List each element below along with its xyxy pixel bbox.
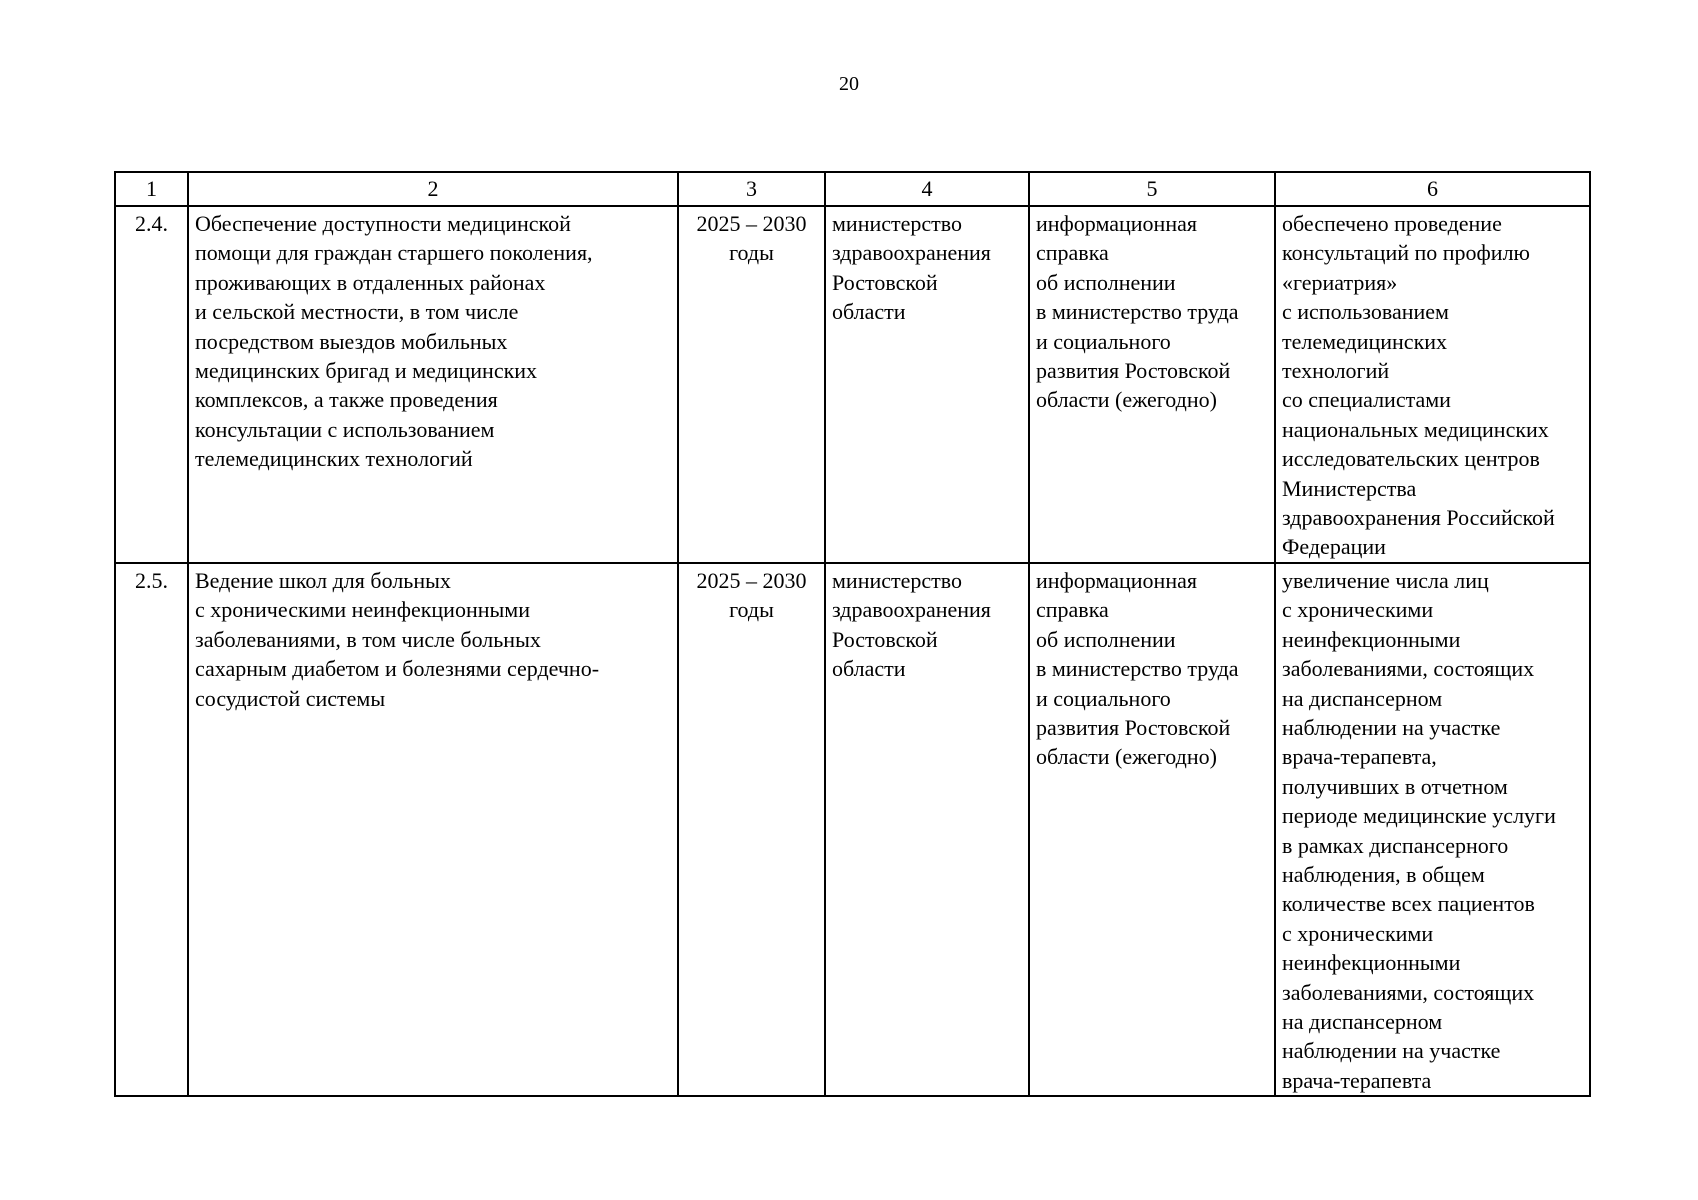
measure-line: и сельской местности, в том числе	[195, 299, 519, 325]
result-line: Министерства	[1282, 475, 1417, 501]
result-line: обеспечено проведение	[1282, 211, 1502, 236]
result-line: «гериатрия»	[1282, 269, 1398, 295]
result-cell	[1275, 563, 1590, 1096]
result-line: врача-терапевта,	[1282, 744, 1437, 770]
result-line: консультаций по профилю	[1282, 240, 1530, 266]
period-cell	[678, 206, 825, 563]
report-line: справка	[1036, 597, 1109, 623]
report-cell	[1029, 563, 1275, 1096]
executor-line: области	[832, 299, 906, 325]
result-line: наблюдения, в общем	[1282, 861, 1485, 887]
result-line: врача-терапевта	[1282, 1067, 1432, 1093]
column-header: 6	[1275, 172, 1590, 206]
report-line: об исполнении	[1036, 269, 1176, 295]
measure-line: с хроническими неинфекционными	[195, 597, 530, 623]
column-header: 3	[678, 172, 825, 206]
result-line: наблюдении на участке	[1282, 1038, 1501, 1064]
executor-line: здравоохранения	[832, 240, 991, 266]
column-header: 4	[825, 172, 1029, 206]
column-header: 1	[115, 172, 188, 206]
report-line: развития Ростовской	[1036, 358, 1231, 384]
measure-line: проживающих в отдаленных районах	[195, 269, 546, 295]
result-cell	[1275, 206, 1590, 563]
executor-cell	[825, 206, 1029, 563]
result-line: увеличение числа лиц	[1282, 567, 1489, 593]
measure-cell	[188, 563, 678, 1096]
column-header: 2	[188, 172, 678, 206]
result-line: количестве всех пациентов	[1282, 891, 1535, 917]
result-line: исследовательских центров	[1282, 446, 1540, 472]
report-line: справка	[1036, 240, 1109, 266]
report-line: в министерство труда	[1036, 299, 1239, 325]
result-line: неинфекционными	[1282, 950, 1461, 976]
result-line: неинфекционными	[1282, 626, 1461, 652]
report-line: и социального	[1036, 685, 1171, 711]
executor-line: области	[832, 656, 906, 682]
result-line: на диспансерном	[1282, 685, 1443, 711]
result-line: со специалистами	[1282, 387, 1451, 413]
result-line: заболеваниями, состоящих	[1282, 656, 1535, 682]
measure-line: комплексов, а также проведения	[195, 387, 498, 413]
result-line: получивших в отчетном	[1282, 773, 1508, 799]
result-line: с хроническими	[1282, 597, 1434, 623]
result-line: национальных медицинских	[1282, 416, 1549, 442]
item-number: 2.4.	[115, 206, 188, 563]
result-line: телемедицинских	[1282, 328, 1448, 354]
table-row	[115, 206, 1590, 563]
report-line: об исполнении	[1036, 626, 1176, 652]
result-line: наблюдении на участке	[1282, 714, 1501, 740]
report-line: информационная	[1036, 567, 1197, 593]
result-line: технологий	[1282, 358, 1390, 384]
result-line: здравоохранения Российской	[1282, 505, 1555, 531]
report-line: и социального	[1036, 328, 1171, 354]
period-line: годы	[729, 240, 774, 266]
period-line: 2025 – 2030	[696, 211, 807, 236]
measure-cell	[188, 206, 678, 563]
result-line: заболеваниями, состоящих	[1282, 979, 1535, 1005]
executor-cell	[825, 563, 1029, 1096]
measures-table	[114, 171, 1591, 1097]
result-line: с хроническими	[1282, 920, 1434, 946]
executor-line: Ростовской	[832, 626, 938, 652]
executor-line: министерство	[832, 567, 963, 593]
result-line: Федерации	[1282, 534, 1386, 560]
measure-line: медицинских бригад и медицинских	[195, 358, 538, 384]
report-cell	[1029, 206, 1275, 563]
report-line: информационная	[1036, 211, 1197, 236]
result-line: периоде медицинские услуги	[1282, 803, 1556, 829]
measure-line: посредством выездов мобильных	[195, 328, 508, 354]
column-header: 5	[1029, 172, 1275, 206]
measure-line: консультации с использованием	[195, 416, 495, 442]
report-line: развития Ростовской	[1036, 714, 1231, 740]
executor-line: министерство	[832, 211, 963, 236]
measure-line: заболеваниями, в том числе больных	[195, 626, 541, 652]
result-line: на диспансерном	[1282, 1008, 1443, 1034]
executor-line: Ростовской	[832, 269, 938, 295]
result-line: в рамках диспансерного	[1282, 832, 1509, 858]
report-line: области (ежегодно)	[1036, 387, 1217, 413]
measure-line: телемедицинских технологий	[195, 446, 473, 472]
page-number: 20	[839, 73, 859, 95]
measure-line: помощи для граждан старшего поколения,	[195, 240, 593, 266]
measure-line: Обеспечение доступности медицинской	[195, 211, 571, 236]
period-cell	[678, 563, 825, 1096]
executor-line: здравоохранения	[832, 597, 991, 623]
period-line: годы	[729, 597, 774, 623]
result-line: с использованием	[1282, 299, 1449, 325]
measure-line: сахарным диабетом и болезнями сердечно-	[195, 656, 600, 682]
period-line: 2025 – 2030	[696, 567, 807, 593]
report-line: в министерство труда	[1036, 656, 1239, 682]
report-line: области (ежегодно)	[1036, 744, 1217, 770]
table-row	[115, 563, 1590, 1096]
column-number-row	[115, 172, 1590, 206]
measure-line: Ведение школ для больных	[195, 567, 451, 593]
item-number: 2.5.	[115, 563, 188, 1096]
measure-line: сосудистой системы	[195, 685, 386, 711]
